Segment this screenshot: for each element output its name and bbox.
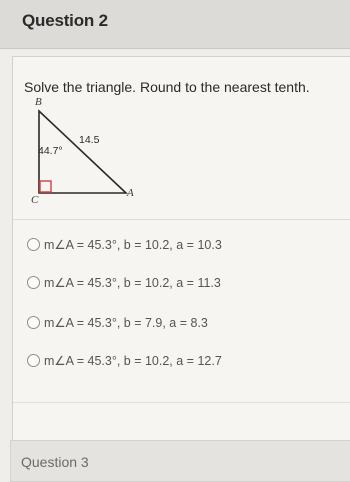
answer-option-4[interactable] xyxy=(27,351,222,369)
question-header xyxy=(0,0,350,49)
right-angle-marker xyxy=(40,181,51,192)
angle-b-label: 44.7° xyxy=(38,145,63,157)
answer-option-1-text: m∠A = 45.3°, b = 10.2, a = 10.3 xyxy=(44,237,222,252)
divider xyxy=(13,219,350,220)
answer-option-3[interactable] xyxy=(27,313,208,331)
answer-option-3-text: m∠A = 45.3°, b = 7.9, a = 8.3 xyxy=(44,315,208,330)
radio-button-4[interactable] xyxy=(27,354,40,367)
vertex-a-label: A xyxy=(127,187,134,199)
vertex-b-label: B xyxy=(35,96,42,108)
next-question-title: Question 3 xyxy=(21,454,89,470)
next-question-header[interactable] xyxy=(10,440,350,482)
divider xyxy=(13,402,350,403)
vertex-c-label: C xyxy=(31,194,39,206)
radio-button-1[interactable] xyxy=(27,238,40,251)
radio-button-3[interactable] xyxy=(27,316,40,329)
hypotenuse-label: 14.5 xyxy=(79,134,100,146)
answer-option-4-text: m∠A = 45.3°, b = 10.2, a = 12.7 xyxy=(44,353,222,368)
question-card xyxy=(12,56,350,478)
triangle-figure xyxy=(23,96,153,209)
radio-button-2[interactable] xyxy=(27,276,40,289)
answer-option-2-text: m∠A = 45.3°, b = 10.2, a = 11.3 xyxy=(44,275,221,290)
answer-option-1[interactable] xyxy=(27,235,222,253)
answer-option-2[interactable] xyxy=(27,273,221,291)
question-title: Question 2 xyxy=(22,11,108,30)
question-prompt: Solve the triangle. Round to the nearest tenth. xyxy=(24,79,310,95)
